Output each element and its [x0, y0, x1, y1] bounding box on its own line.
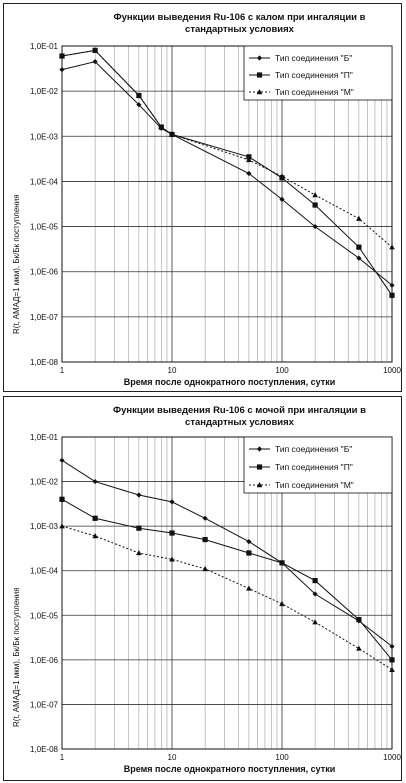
data-point — [389, 244, 395, 249]
data-point — [59, 497, 64, 502]
data-point — [257, 464, 262, 469]
data-point — [356, 245, 361, 250]
x-tick-label: 1 — [59, 753, 65, 762]
data-point — [93, 479, 98, 484]
chart-panel-urine — [3, 396, 402, 781]
data-point — [313, 578, 318, 583]
y-tick-label: 1,0E-03 — [29, 132, 58, 142]
data-point — [356, 617, 361, 622]
y-tick-label: 1,0E-06 — [29, 267, 58, 277]
y-tick-label: 1,0E-06 — [29, 655, 58, 665]
x-tick-label: 1 — [59, 366, 65, 375]
y-tick-label: 1,0E-01 — [29, 433, 58, 442]
data-point — [136, 492, 141, 497]
data-point — [203, 537, 208, 542]
legend — [244, 437, 392, 493]
data-point — [59, 67, 64, 72]
data-point — [246, 550, 251, 555]
x-axis-label: Время после однократного поступления, сутки — [123, 377, 336, 387]
chart-title: Функции выведения Ru-106 с калом при ингаляции в стандартных условиях — [113, 12, 366, 35]
data-point — [389, 667, 395, 672]
y-tick-label: 1,0E-07 — [29, 700, 58, 710]
chart-panel-feces — [3, 3, 402, 392]
data-point — [356, 645, 362, 650]
data-point — [202, 566, 208, 571]
legend-label: Тип соединения "Б" — [275, 53, 353, 63]
chart-plot-feces — [4, 4, 401, 391]
y-tick-label: 1,0E-01 — [29, 42, 58, 51]
legend-label: Тип соединения "П" — [275, 462, 353, 472]
y-tick-label: 1,0E-02 — [29, 477, 58, 487]
series — [59, 523, 395, 672]
data-point — [93, 516, 98, 521]
y-tick-label: 1,0E-07 — [29, 312, 58, 322]
x-tick-label: 100 — [275, 753, 289, 762]
series-line — [62, 526, 392, 670]
chart-plot-urine — [4, 397, 401, 780]
series — [59, 497, 394, 663]
y-tick-label: 1,0E-05 — [29, 222, 58, 232]
y-tick-label: 1,0E-05 — [29, 611, 58, 621]
y-axis-label: R(t, AMAД=1 мкм), Бк/Бк поступления — [12, 587, 21, 727]
series-line — [62, 499, 392, 660]
data-point — [136, 550, 142, 555]
data-point — [246, 539, 251, 544]
x-tick-label: 100 — [275, 366, 289, 375]
data-point — [257, 72, 262, 77]
y-axis-label: R(t, AMAД=1 мкм), Бк/Бк поступления — [12, 194, 21, 334]
y-tick-label: 1,0E-08 — [29, 358, 58, 367]
legend-label: Тип соединения "П" — [275, 70, 353, 80]
x-tick-label: 10 — [167, 753, 177, 762]
y-tick-label: 1,0E-02 — [29, 87, 58, 97]
chart-title: Функции выведения Ru-106 с мочой при ингаляции в стандартных условиях — [113, 405, 366, 428]
x-axis-label: Время после однократного поступления, сутки — [123, 764, 336, 774]
data-point — [312, 619, 318, 624]
data-point — [169, 499, 174, 504]
data-point — [279, 560, 284, 565]
y-tick-label: 1,0E-03 — [29, 522, 58, 532]
data-point — [136, 526, 141, 531]
y-tick-label: 1,0E-04 — [29, 566, 58, 576]
x-tick-label: 1000 — [383, 366, 401, 375]
legend — [244, 46, 392, 100]
data-point — [203, 516, 208, 521]
y-tick-label: 1,0E-08 — [29, 745, 58, 754]
data-point — [389, 657, 394, 662]
y-tick-label: 1,0E-04 — [29, 177, 58, 187]
legend-label: Тип соединения "М" — [275, 480, 354, 490]
data-point — [389, 293, 394, 298]
x-tick-label: 10 — [167, 366, 177, 375]
legend-label: Тип соединения "М" — [275, 87, 354, 97]
legend-label: Тип соединения "Б" — [275, 444, 353, 454]
data-point — [169, 530, 174, 535]
data-point — [313, 202, 318, 207]
data-point — [312, 192, 318, 197]
data-point — [246, 585, 252, 590]
x-tick-label: 1000 — [383, 753, 401, 762]
data-point — [356, 216, 362, 221]
data-point — [59, 458, 64, 463]
